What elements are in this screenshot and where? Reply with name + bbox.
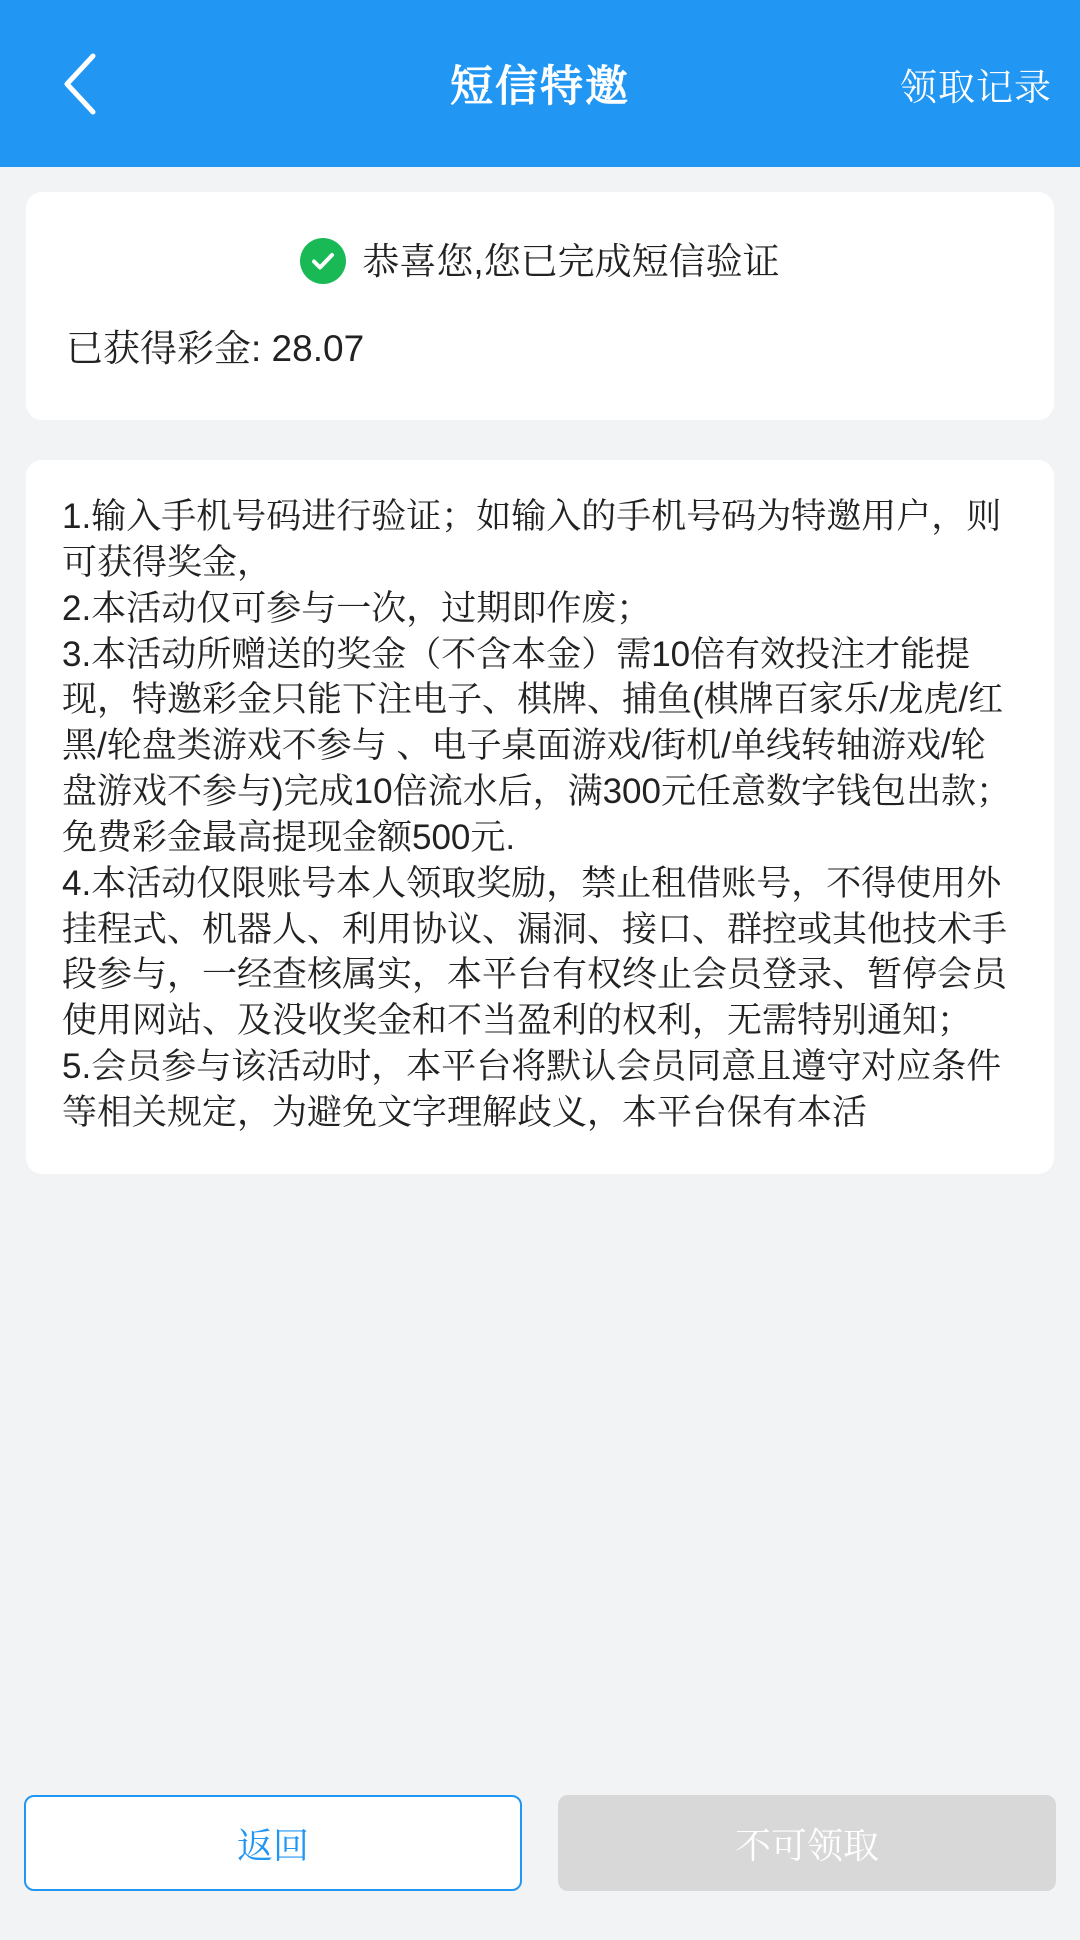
- check-circle-icon: [300, 238, 346, 284]
- status-card: [26, 192, 1054, 420]
- terms-card: [26, 460, 1054, 1174]
- back-button[interactable]: [44, 49, 114, 119]
- footer-actions: [0, 1746, 1080, 1940]
- terms-item: 3.本活动所赠送的奖金（不含本金）需10倍有效投注才能提现，特邀彩金只能下注电子、棋牌、捕鱼(棋牌百家乐/龙虎/红黑/轮盘类游戏不参与 、电子桌面游戏/街机/单线转轴游戏/轮盘游戏不参与)完成10倍流水后，满300元任意数字钱包出款；免费彩金最高提现金额500元.: [62, 634, 1011, 857]
- back-action-button[interactable]: 返回: [24, 1795, 522, 1891]
- app-header: [0, 0, 1080, 167]
- page-title: 短信特邀: [450, 63, 630, 111]
- claim-records-link[interactable]: 领取记录: [900, 66, 1052, 108]
- terms-item: 2.本活动仅可参与一次，过期即作废；: [62, 588, 652, 628]
- terms-item: 5.会员参与该活动时，本平台将默认会员同意且遵守对应条件等相关规定，为避免文字理解歧义，本平台保有本活: [62, 1047, 1002, 1132]
- terms-item: 1.输入手机号码进行验证；如输入的手机号码为特邀用户，则可获得奖金，: [62, 497, 1002, 582]
- status-line: [66, 238, 1014, 284]
- terms-item: 4.本活动仅限账号本人领取奖励，禁止租借账号，不得使用外挂程式、机器人、利用协议、漏洞、接口、群控或其他技术手段参与，一经查核属实，本平台有权终止会员登录、暂停会员使用网站、及没收奖金和不当盈利的权利，无需特别通知；: [62, 863, 1008, 1041]
- bonus-amount-label: 已获得彩金: 28.07: [66, 328, 365, 369]
- chevron-left-icon: [57, 51, 101, 117]
- claim-button: 不可领取: [558, 1795, 1056, 1891]
- status-text: 恭喜您,您已完成短信验证: [362, 240, 780, 282]
